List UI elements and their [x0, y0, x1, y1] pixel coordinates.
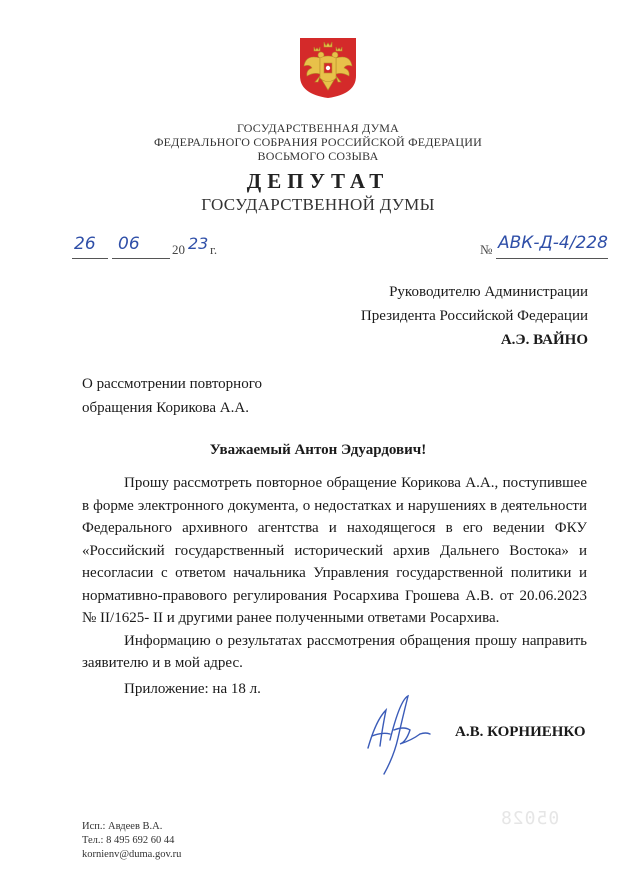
date-month: 06	[118, 234, 140, 254]
footer-email: kornienv@duma.gov.ru	[82, 849, 182, 860]
date-year-handwritten: 23	[188, 234, 209, 253]
header-line-2: ФЕДЕРАЛЬНОГО СОБРАНИЯ РОССИЙСКОЙ ФЕДЕРАЦИИ	[153, 135, 483, 149]
header-title: ДЕПУТАТ	[246, 169, 390, 193]
letter-number	[480, 233, 610, 260]
addressee-name: А.Э. ВАЙНО	[500, 332, 588, 348]
number-sign: №	[480, 242, 493, 257]
body-paragraph-2: Информацию о результатах рассмотрения обращения прошу направить заявителю и в мой адрес.	[82, 632, 587, 671]
salutation: Уважаемый Антон Эдуардович!	[209, 442, 427, 458]
body-paragraph-1: Прошу рассмотреть повторное обращение Корикова А.А., поступившее в форме электронного документа, о недостатках и нарушениях в деятельности Федерального архивного агентства и находящегося в его ведении ФКУ «Российский государственный исторический архив Дальнего Востока» и несогласии с ответом начальника Управления государственной политики и нормативно-правового регулирования Росархива Грошева А.В. от 20.06.2023 № II/1625- II и другими ранее полученными ответами Росархива.	[82, 475, 587, 626]
letter-date	[72, 234, 232, 260]
russian-coat-of-arms-icon	[298, 36, 358, 100]
footer-phone: Тел.: 8 495 692 60 44	[82, 835, 175, 846]
addressee-line-1: Руководителю Администрации	[389, 284, 588, 300]
subject-line-1: О рассмотрении повторного	[82, 376, 262, 392]
header-subtitle: ГОСУДАРСТВЕННОЙ ДУМЫ	[201, 195, 435, 214]
date-day: 26	[74, 234, 96, 254]
header-line-3: ВОСЬМОГО СОЗЫВА	[257, 149, 379, 163]
date-suffix: г.	[210, 242, 218, 257]
number-value: АВК-Д-4/228	[498, 233, 608, 253]
registration-stamp: 05028	[500, 808, 560, 829]
attachment-note: Приложение: на 18 л.	[124, 681, 261, 697]
letter-subject	[82, 372, 262, 420]
handwritten-signature-icon	[360, 690, 440, 780]
date-year-prefix: 20	[172, 242, 185, 257]
addressee-line-2: Президента Российской Федерации	[360, 308, 588, 324]
footer-executor: Исп.: Авдеев В.А.	[82, 821, 163, 832]
subject-line-2: обращения Корикова А.А.	[82, 400, 249, 416]
footer-contacts	[82, 820, 181, 862]
header-line-1: ГОСУДАРСТВЕННАЯ ДУМА	[236, 121, 400, 135]
signer-name: А.В. КОРНИЕНКО	[455, 724, 586, 740]
letter-body	[82, 472, 587, 675]
